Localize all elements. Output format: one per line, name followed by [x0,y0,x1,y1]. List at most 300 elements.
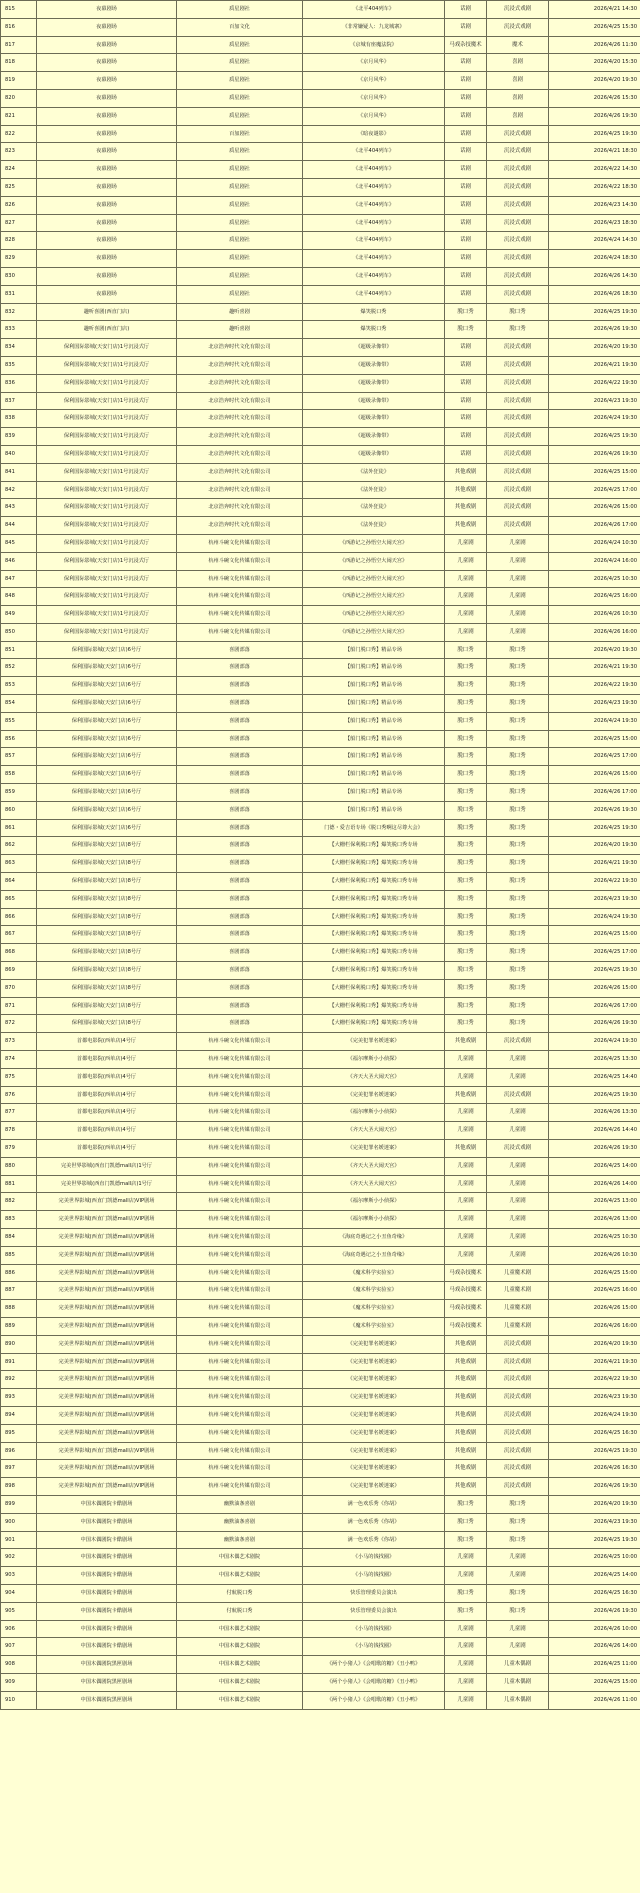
subcategory-cell: 脱口秀 [487,1015,549,1033]
datetime-cell: 2026/4/25 19:30 [549,819,640,837]
venue-cell: 保利国际影城(天安门店)1号沉浸式厅 [37,499,177,517]
organizer-cell: 北京浩奔时代文化有限公司 [177,517,303,535]
table-row [1,428,640,446]
show-title-cell: 《北平404列车》 [303,214,445,232]
venue-cell: 保利国际影城(天安门店)6号厅 [37,677,177,695]
venue-cell: 趣听喜剧(西直门店) [37,321,177,339]
category-cell: 脱口秀 [445,1015,487,1033]
row-number-cell: 882 [1,1193,37,1211]
category-cell: 脱口秀 [445,748,487,766]
organizer-cell: 北京浩奔时代文化有限公司 [177,481,303,499]
category-cell: 话剧 [445,410,487,428]
table-row [1,356,640,374]
organizer-cell: 付航脱口秀 [177,1602,303,1620]
subcategory-cell: 脱口秀 [487,677,549,695]
row-number-cell: 850 [1,623,37,641]
venue-cell: 保利国际影城(天安门店)8号厅 [37,944,177,962]
category-cell: 其他戏剧 [445,1478,487,1496]
datetime-cell: 2026/4/23 19:30 [549,392,640,410]
datetime-cell: 2026/4/25 19:30 [549,428,640,446]
datetime-cell: 2026/4/26 13:00 [549,1211,640,1229]
category-cell: 脱口秀 [445,997,487,1015]
datetime-cell: 2026/4/24 19:30 [549,1033,640,1051]
category-cell: 脱口秀 [445,979,487,997]
show-title-cell: 《魔术科学实验室》 [303,1264,445,1282]
table-row [1,481,640,499]
show-title-cell: 《法外狂徒》 [303,481,445,499]
organizer-cell: 中国木偶艺术剧院 [177,1567,303,1585]
show-title-cell: 《齐天大圣大闹天宫》 [303,1122,445,1140]
organizer-cell: 喜剧部落 [177,962,303,980]
category-cell: 儿童剧 [445,1673,487,1691]
organizer-cell: 中国木偶艺术剧院 [177,1691,303,1709]
venue-cell: 保利国际影城(天安门店)8号厅 [37,873,177,891]
row-number-cell: 856 [1,730,37,748]
venue-cell: 完美世界影城(西直门凯德mall店)VIP剧场 [37,1282,177,1300]
table-row [1,1567,640,1585]
show-title-cell: 《西游记之孙悟空大闹天宫》 [303,552,445,570]
table-row [1,1424,640,1442]
venue-cell: 保利国际影城(天安门店)6号厅 [37,748,177,766]
table-row [1,1656,640,1674]
show-title-cell: 爆笑脱口秀 [303,321,445,339]
subcategory-cell: 脱口秀 [487,1531,549,1549]
category-cell: 脱口秀 [445,962,487,980]
venue-cell: 夜幕剧场 [37,54,177,72]
subcategory-cell: 脱口秀 [487,944,549,962]
venue-cell: 首都电影院(西单店)4号厅 [37,1140,177,1158]
datetime-cell: 2026/4/25 15:00 [549,926,640,944]
datetime-cell: 2026/4/26 14:30 [549,267,640,285]
table-row [1,1104,640,1122]
table-row [1,1175,640,1193]
datetime-cell: 2026/4/25 11:00 [549,1656,640,1674]
category-cell: 脱口秀 [445,766,487,784]
show-title-cell: 《京城有座魔法院》 [303,36,445,54]
organizer-cell: 中国木偶艺术剧院 [177,1549,303,1567]
show-title-cell: 《完美犯罪名媛迷案》 [303,1033,445,1051]
category-cell: 话剧 [445,267,487,285]
venue-cell: 保利国际影城(天安门店)1号沉浸式厅 [37,463,177,481]
datetime-cell: 2026/4/23 14:30 [549,196,640,214]
row-number-cell: 867 [1,926,37,944]
show-title-cell: 《小马的钱找圈》 [303,1638,445,1656]
table-row [1,873,640,891]
show-title-cell: 【船门脱口秀】精品专场 [303,677,445,695]
subcategory-cell: 沉浸式戏剧 [487,267,549,285]
venue-cell: 保利国际影城(天安门店)1号沉浸式厅 [37,517,177,535]
category-cell: 脱口秀 [445,873,487,891]
table-row [1,534,640,552]
venue-cell: 中国木偶剧院卡酷剧场 [37,1513,177,1531]
table-row [1,374,640,392]
category-cell: 话剧 [445,1,487,19]
organizer-cell: 北京浩奔时代文化有限公司 [177,445,303,463]
datetime-cell: 2026/4/26 19:30 [549,1015,640,1033]
table-row [1,606,640,624]
row-number-cell: 887 [1,1282,37,1300]
show-title-cell: 【船门脱口秀】精品专场 [303,784,445,802]
category-cell: 儿童剧 [445,1193,487,1211]
venue-cell: 保利国际影城(天安门店)6号厅 [37,730,177,748]
organizer-cell: 杭州斗碗文化传媒有限公司 [177,1406,303,1424]
venue-cell: 完美世界影城(西直门凯德mall店)VIP剧场 [37,1389,177,1407]
table-row [1,855,640,873]
datetime-cell: 2026/4/26 18:30 [549,285,640,303]
subcategory-cell: 儿童剧 [487,570,549,588]
category-cell: 话剧 [445,18,487,36]
datetime-cell: 2026/4/26 15:00 [549,499,640,517]
datetime-cell: 2026/4/25 13:00 [549,1193,640,1211]
table-row [1,1122,640,1140]
table-row [1,641,640,659]
subcategory-cell: 沉浸式戏剧 [487,250,549,268]
subcategory-cell: 脱口秀 [487,766,549,784]
category-cell: 话剧 [445,178,487,196]
organizer-cell: 杭州斗碗文化传媒有限公司 [177,1068,303,1086]
venue-cell: 保利国际影城(天安门店)1号沉浸式厅 [37,356,177,374]
subcategory-cell: 沉浸式戏剧 [487,143,549,161]
show-title-cell: 《魔术科学实验室》 [303,1317,445,1335]
row-number-cell: 854 [1,695,37,713]
datetime-cell: 2026/4/24 19:30 [549,1406,640,1424]
datetime-cell: 2026/4/26 13:30 [549,1104,640,1122]
row-number-cell: 851 [1,641,37,659]
datetime-cell: 2026/4/26 17:00 [549,784,640,802]
show-title-cell: 《齐天大圣大闹天宫》 [303,1157,445,1175]
table-row [1,1513,640,1531]
organizer-cell: 杭州斗碗文化传媒有限公司 [177,1033,303,1051]
venue-cell: 保利国际影城(天安门店)8号厅 [37,926,177,944]
organizer-cell: 质星剧社 [177,267,303,285]
show-title-cell: 《完美犯罪名媛迷案》 [303,1389,445,1407]
show-title-cell: 【大栅栏保利脱口秀】爆笑脱口秀专场 [303,837,445,855]
table-row [1,214,640,232]
category-cell: 话剧 [445,339,487,357]
datetime-cell: 2026/4/24 19:30 [549,712,640,730]
venue-cell: 保利国际影城(天安门店)1号沉浸式厅 [37,445,177,463]
subcategory-cell: 沉浸式戏剧 [487,392,549,410]
subcategory-cell: 脱口秀 [487,1513,549,1531]
show-title-cell: 《北平404列车》 [303,250,445,268]
organizer-cell: 质星剧社 [177,72,303,90]
table-row [1,54,640,72]
row-number-cell: 910 [1,1691,37,1709]
venue-cell: 中国木偶剧院卡酷剧场 [37,1584,177,1602]
category-cell: 儿童剧 [445,1691,487,1709]
category-cell: 其他戏剧 [445,1140,487,1158]
datetime-cell: 2026/4/24 14:30 [549,232,640,250]
organizer-cell: 质星剧社 [177,178,303,196]
row-number-cell: 888 [1,1300,37,1318]
subcategory-cell: 儿童剧 [487,1051,549,1069]
organizer-cell: 杭州斗碗文化传媒有限公司 [177,534,303,552]
table-row [1,1371,640,1389]
organizer-cell: 喜剧部落 [177,784,303,802]
subcategory-cell: 沉浸式戏剧 [487,1140,549,1158]
venue-cell: 完美世界影城(西直门凯德mall店)1号厅 [37,1157,177,1175]
show-title-cell: 【船门脱口秀】精品专场 [303,712,445,730]
datetime-cell: 2026/4/21 19:30 [549,1353,640,1371]
table-row [1,926,640,944]
category-cell: 脱口秀 [445,890,487,908]
datetime-cell: 2026/4/24 19:30 [549,908,640,926]
show-title-cell: 《完美犯罪名媛迷案》 [303,1460,445,1478]
show-title-cell: 《福尔摩斯小小侦探》 [303,1104,445,1122]
organizer-cell: 杭州斗碗文化传媒有限公司 [177,1478,303,1496]
subcategory-cell: 沉浸式戏剧 [487,374,549,392]
venue-cell: 完美世界影城(西直门凯德mall店)VIP剧场 [37,1193,177,1211]
subcategory-cell: 脱口秀 [487,784,549,802]
row-number-cell: 862 [1,837,37,855]
organizer-cell: 喜剧部落 [177,908,303,926]
organizer-cell: 杭州斗碗文化传媒有限公司 [177,1157,303,1175]
datetime-cell: 2026/4/26 10:30 [549,606,640,624]
show-title-cell: 《福尔摩斯小小侦探》 [303,1211,445,1229]
subcategory-cell: 沉浸式戏剧 [487,1033,549,1051]
row-number-cell: 884 [1,1228,37,1246]
show-title-cell: 《非常嫌疑人：九龙城寨》 [303,18,445,36]
table-row [1,1691,640,1709]
show-title-cell: 《北平404列车》 [303,1,445,19]
organizer-cell: 杭州斗碗文化传媒有限公司 [177,1051,303,1069]
subcategory-cell: 儿童剧 [487,1549,549,1567]
category-cell: 马戏杂技魔术 [445,36,487,54]
subcategory-cell: 儿童剧 [487,588,549,606]
category-cell: 儿童剧 [445,606,487,624]
show-title-cell: 《京月风华》 [303,107,445,125]
show-title-cell: 《京月风华》 [303,89,445,107]
subcategory-cell: 儿童剧 [487,1157,549,1175]
row-number-cell: 823 [1,143,37,161]
subcategory-cell: 沉浸式戏剧 [487,499,549,517]
show-title-cell: 【船门脱口秀】精品专场 [303,801,445,819]
venue-cell: 完美世界影城(西直门凯德mall店)VIP剧场 [37,1460,177,1478]
category-cell: 马戏杂技魔术 [445,1264,487,1282]
organizer-cell: 质星剧社 [177,107,303,125]
organizer-cell: 杭州斗碗文化传媒有限公司 [177,606,303,624]
subcategory-cell: 儿童剧 [487,1175,549,1193]
show-title-cell: 《完美犯罪名媛迷案》 [303,1424,445,1442]
table-row [1,1495,640,1513]
datetime-cell: 2026/4/22 18:30 [549,178,640,196]
organizer-cell: 中国木偶艺术剧院 [177,1620,303,1638]
show-title-cell: 《北平404列车》 [303,178,445,196]
show-title-cell: 《小马的钱找圈》 [303,1620,445,1638]
category-cell: 其他戏剧 [445,1086,487,1104]
table-row [1,677,640,695]
datetime-cell: 2026/4/25 15:00 [549,463,640,481]
table-row [1,1140,640,1158]
datetime-cell: 2026/4/24 19:30 [549,410,640,428]
row-number-cell: 901 [1,1531,37,1549]
table-row [1,125,640,143]
table-row [1,748,640,766]
show-title-cell: 《福尔摩斯小小侦探》 [303,1193,445,1211]
venue-cell: 保利国际影城(天安门店)8号厅 [37,979,177,997]
row-number-cell: 872 [1,1015,37,1033]
category-cell: 脱口秀 [445,695,487,713]
show-title-cell: 《海底奇遇记之小丑鱼奇缘》 [303,1228,445,1246]
subcategory-cell: 脱口秀 [487,712,549,730]
datetime-cell: 2026/4/22 19:30 [549,873,640,891]
datetime-cell: 2026/4/21 19:30 [549,356,640,374]
datetime-cell: 2026/4/25 14:00 [549,1567,640,1585]
subcategory-cell: 沉浸式戏剧 [487,517,549,535]
table-row [1,1086,640,1104]
row-number-cell: 902 [1,1549,37,1567]
table-row [1,1193,640,1211]
organizer-cell: 杭州斗碗文化传媒有限公司 [177,570,303,588]
venue-cell: 保利国际影城(天安门店)6号厅 [37,801,177,819]
category-cell: 脱口秀 [445,1513,487,1531]
venue-cell: 首都电影院(西单店)4号厅 [37,1068,177,1086]
datetime-cell: 2026/4/21 19:30 [549,855,640,873]
subcategory-cell: 脱口秀 [487,855,549,873]
subcategory-cell: 儿童剧 [487,1104,549,1122]
table-row [1,1549,640,1567]
venue-cell: 首都电影院(西单店)4号厅 [37,1086,177,1104]
table-row [1,499,640,517]
datetime-cell: 2026/4/26 14:00 [549,1638,640,1656]
subcategory-cell: 儿童剧 [487,1193,549,1211]
organizer-cell: 杭州斗碗文化传媒有限公司 [177,1424,303,1442]
datetime-cell: 2026/4/25 17:00 [549,944,640,962]
datetime-cell: 2026/4/21 18:30 [549,143,640,161]
schedule-table-body [1,1,640,1710]
show-title-cell: 【大栅栏保利脱口秀】爆笑脱口秀专场 [303,855,445,873]
subcategory-cell: 脱口秀 [487,659,549,677]
table-row [1,1620,640,1638]
row-number-cell: 821 [1,107,37,125]
row-number-cell: 845 [1,534,37,552]
row-number-cell: 890 [1,1335,37,1353]
table-row [1,445,640,463]
show-title-cell: 《北平404列车》 [303,232,445,250]
category-cell: 脱口秀 [445,908,487,926]
category-cell: 脱口秀 [445,659,487,677]
show-title-cell: 《两个小猪人》《会唱歌的糖》《丑小鸭》 [303,1691,445,1709]
organizer-cell: 质星剧社 [177,1,303,19]
row-number-cell: 835 [1,356,37,374]
subcategory-cell: 沉浸式戏剧 [487,1389,549,1407]
category-cell: 话剧 [445,428,487,446]
show-title-cell: 《北平404列车》 [303,267,445,285]
show-title-cell: 《超级录像带》 [303,392,445,410]
organizer-cell: 质星剧社 [177,161,303,179]
row-number-cell: 829 [1,250,37,268]
category-cell: 儿童剧 [445,1051,487,1069]
organizer-cell: 北京浩奔时代文化有限公司 [177,374,303,392]
show-title-cell: 《西游记之孙悟空大闹天宫》 [303,570,445,588]
table-row [1,339,640,357]
datetime-cell: 2026/4/26 15:00 [549,1300,640,1318]
datetime-cell: 2026/4/26 19:30 [549,801,640,819]
venue-cell: 夜幕剧场 [37,232,177,250]
subcategory-cell: 儿童剧 [487,1246,549,1264]
row-number-cell: 909 [1,1673,37,1691]
venue-cell: 保利国际影城(天安门店)6号厅 [37,659,177,677]
row-number-cell: 836 [1,374,37,392]
category-cell: 其他戏剧 [445,1033,487,1051]
row-number-cell: 880 [1,1157,37,1175]
organizer-cell: 杭州斗碗文化传媒有限公司 [177,1353,303,1371]
venue-cell: 中国木偶剧院卡酷剧场 [37,1638,177,1656]
show-title-cell: 【大栅栏保利脱口秀】爆笑脱口秀专场 [303,962,445,980]
organizer-cell: 喜剧部落 [177,819,303,837]
organizer-cell: 喜剧部落 [177,837,303,855]
organizer-cell: 喜剧部落 [177,890,303,908]
table-row [1,410,640,428]
venue-cell: 夜幕剧场 [37,267,177,285]
datetime-cell: 2026/4/25 16:30 [549,1424,640,1442]
row-number-cell: 830 [1,267,37,285]
table-row [1,1602,640,1620]
subcategory-cell: 沉浸式戏剧 [487,356,549,374]
category-cell: 话剧 [445,89,487,107]
category-cell: 其他戏剧 [445,1389,487,1407]
show-title-cell: 《完美犯罪名媛迷案》 [303,1140,445,1158]
organizer-cell: 杭州斗碗文化传媒有限公司 [177,1335,303,1353]
show-title-cell: 《两个小猪人》《会唱歌的糖》《丑小鸭》 [303,1673,445,1691]
organizer-cell: 喜剧部落 [177,641,303,659]
table-row [1,18,640,36]
venue-cell: 保利国际影城(天安门店)6号厅 [37,766,177,784]
table-row [1,1638,640,1656]
row-number-cell: 818 [1,54,37,72]
row-number-cell: 824 [1,161,37,179]
venue-cell: 保利国际影城(天安门店)1号沉浸式厅 [37,481,177,499]
venue-cell: 中国木偶剧院黑匣剧场 [37,1656,177,1674]
row-number-cell: 838 [1,410,37,428]
organizer-cell: 喜剧部落 [177,873,303,891]
subcategory-cell: 喜剧 [487,107,549,125]
organizer-cell: 质星剧社 [177,285,303,303]
organizer-cell: 杭州斗碗文化传媒有限公司 [177,1175,303,1193]
show-title-cell: 《京月风华》 [303,72,445,90]
row-number-cell: 894 [1,1406,37,1424]
category-cell: 儿童剧 [445,1656,487,1674]
row-number-cell: 861 [1,819,37,837]
show-title-cell: 【大栅栏保利脱口秀】爆笑脱口秀专场 [303,926,445,944]
row-number-cell: 903 [1,1567,37,1585]
venue-cell: 完美世界影城(西直门凯德mall店)VIP剧场 [37,1300,177,1318]
table-row [1,1317,640,1335]
table-row [1,1442,640,1460]
subcategory-cell: 儿童木偶剧 [487,1673,549,1691]
table-row [1,1282,640,1300]
organizer-cell: 百加剧社 [177,125,303,143]
category-cell: 其他戏剧 [445,1353,487,1371]
organizer-cell: 趣听喜剧 [177,321,303,339]
organizer-cell: 北京浩奔时代文化有限公司 [177,410,303,428]
venue-cell: 首都电影院(西单店)4号厅 [37,1122,177,1140]
organizer-cell: 趣听喜剧 [177,303,303,321]
category-cell: 脱口秀 [445,819,487,837]
row-number-cell: 897 [1,1460,37,1478]
row-number-cell: 839 [1,428,37,446]
subcategory-cell: 脱口秀 [487,303,549,321]
category-cell: 儿童剧 [445,1068,487,1086]
table-row [1,267,640,285]
datetime-cell: 2026/4/20 19:30 [549,1335,640,1353]
show-title-cell: 《超级录像带》 [303,374,445,392]
row-number-cell: 840 [1,445,37,463]
organizer-cell: 杭州斗碗文化传媒有限公司 [177,1371,303,1389]
table-row [1,107,640,125]
venue-cell: 完美世界影城(西直门凯德mall店)VIP剧场 [37,1228,177,1246]
row-number-cell: 896 [1,1442,37,1460]
